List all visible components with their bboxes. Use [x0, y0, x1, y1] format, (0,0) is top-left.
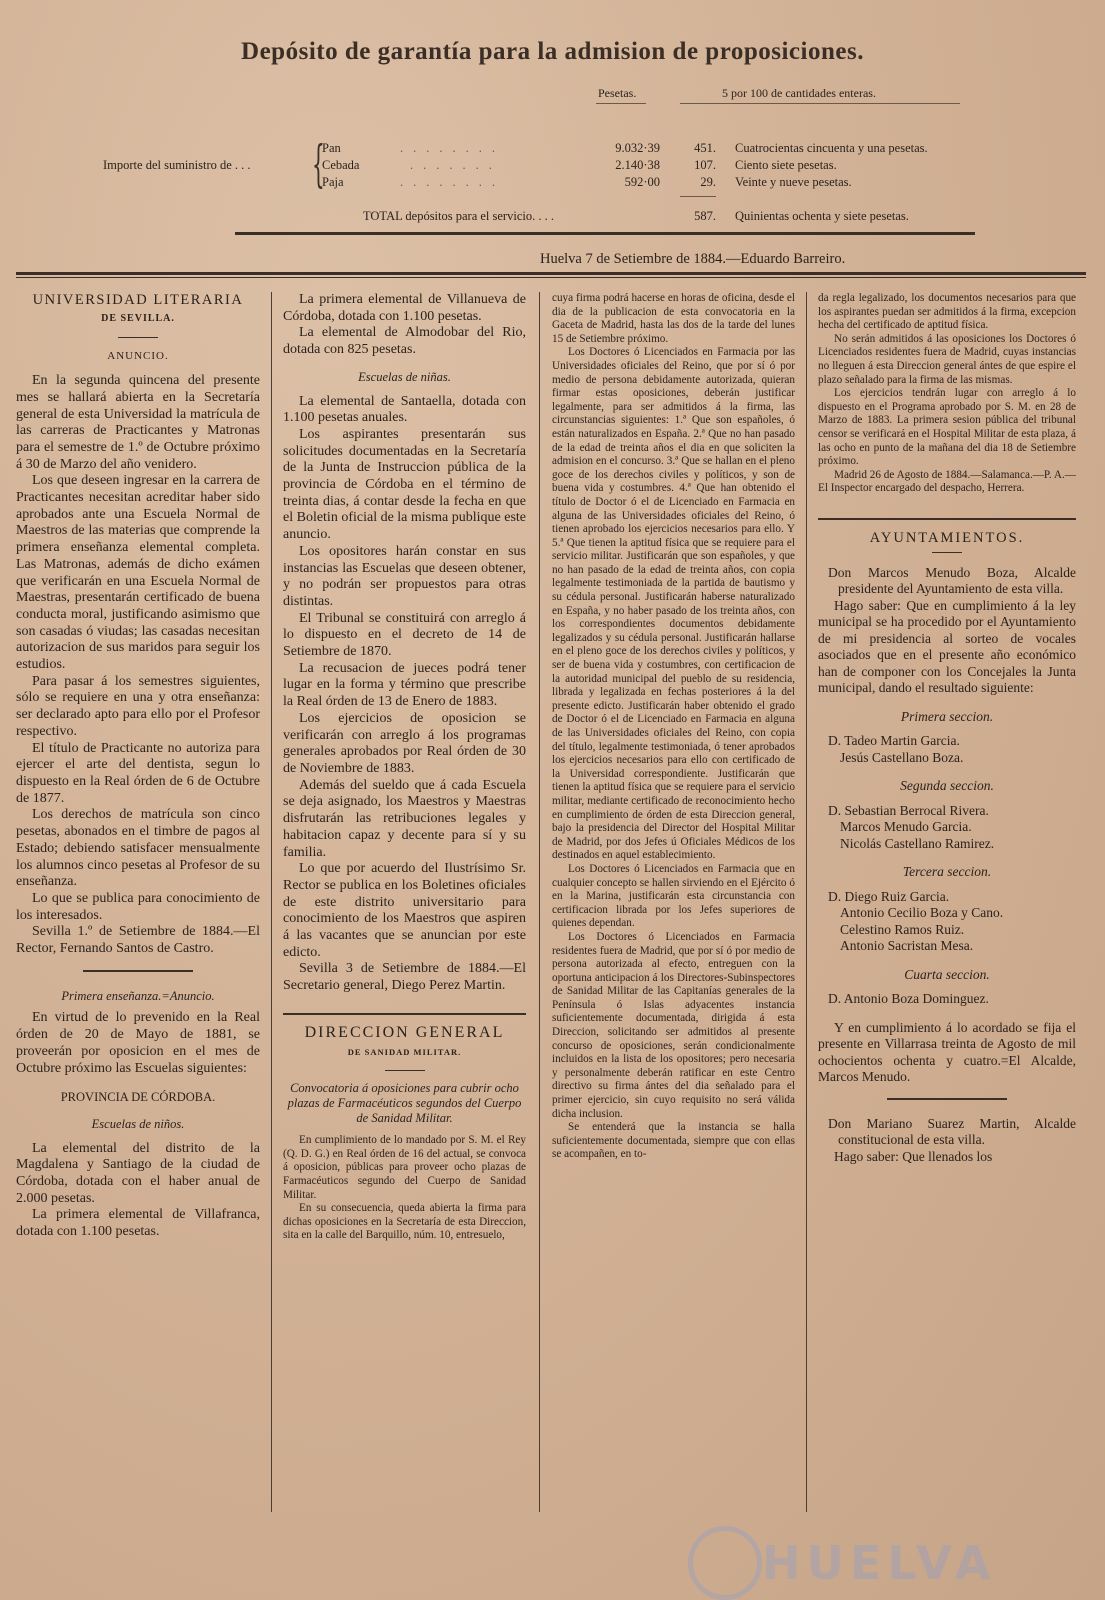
stamp-text: HUELVA	[762, 1536, 997, 1590]
paragraph: En la segunda quincena del presente mes se hallará abierta en la Secretaría general de esta Universidad la matrícula de las carreras de Practicantes y Matronas para el semestre de 1.º de Octubre próximo á 30 de Marzo del año venidero.	[16, 373, 260, 472]
divider	[118, 337, 158, 338]
row-dots: ........	[400, 175, 505, 189]
row-item-cebada: Cebada	[322, 158, 360, 172]
paragraph: Se entenderá que la instancia se halla suficientemente documentada, siempre que con ellas se acompañen, en to-	[552, 1121, 795, 1161]
pesetas-column-header: Pesetas.	[598, 86, 637, 100]
primera-heading: Primera enseñanza.=Anuncio.	[61, 988, 215, 1003]
edict-close: Y en cumplimiento á lo acordado se fija el presente en Villarrasa treinta de Agosto de mil ochocientos ochenta y cuatro.=El Alcalde, Marcos Menudo.	[818, 1019, 1076, 1084]
edict2-intro: Don Mariano Suarez Martin, Alcalde constitucional de esta villa.	[828, 1115, 1076, 1147]
paragraph: Los que deseen ingresar en la carrera de Practicantes necesitan acreditar haber sido aprobados ante una Escuela Normal de Maestros de las materias que comprende la primera enseñanza elemental completa. Las Matronas, además de dicho exámen que verificarán en una Escuela Normal de Maestras, presentarán certificado de buena conducta moral, justificando asimismo que son casadas ó viudas; las casadas necesitan autorizacion de sus maridos para seguir los estudios.	[16, 473, 260, 673]
total-rule	[680, 196, 716, 197]
paragraph: Los ejercicios tendrán lugar con arreglo á lo dispuesto en el Programa aprobado por S. M. en 28 de Marzo de 1883. La primera sesion pública del tribunal censor se verificará en el Hospital Militar de esta plaza, á las ocho en punto de la mañana del dia 18 de Setiembre próximo.	[818, 387, 1076, 468]
paragraph: cuya firma podrá hacerse en horas de oficina, desde el dia de la publicacion de esta convocatoria en la Gaceta de Madrid, hasta las dos de la tarde del lunes 15 de Setiembre próximo.	[552, 292, 795, 345]
deposit-title: Depósito de garantía para la admision de proposiciones.	[241, 38, 864, 65]
row-amount-pan: 9.032·39	[615, 141, 660, 155]
direccion-title: DIRECCION GENERAL	[304, 1023, 505, 1041]
archive-stamp	[680, 1530, 1000, 1590]
total-pct: 587.	[694, 209, 716, 223]
header-rule-1	[596, 103, 646, 104]
divider	[932, 552, 962, 553]
paragraph: La recusacion de jueces podrá tener lugar en la forma y término que prescribe la Real órden de 13 de Enero de 1883.	[283, 660, 526, 710]
section-rule	[818, 518, 1076, 520]
total-label: TOTAL depósitos para el servicio. . . .	[363, 209, 554, 223]
section-rule	[283, 1013, 526, 1015]
paragraph: La primera elemental de Villafranca, dotada con 1.100 pesetas.	[16, 1207, 260, 1240]
importe-label: Importe del suministro de . . .	[103, 158, 251, 172]
paragraph: No serán admitidos á las oposiciones los Doctores ó Licenciados residentes fuera de Madrid, cuyas instancias no lleguen á esta Direccion general ántes de que espire el plazo señalado para la firma de las mismas.	[818, 332, 1076, 386]
ornament-divider	[887, 1098, 1007, 1100]
column-1	[16, 292, 260, 1241]
edict-intro: Don Marcos Menudo Boza, Alcalde presidente del Ayuntamiento de esta villa.	[828, 564, 1076, 596]
paragraph: Sevilla 1.º de Setiembre de 1884.—El Rector, Fernando Santos de Castro.	[16, 924, 260, 957]
section-name: Nicolás Castellano Ramirez.	[840, 835, 995, 851]
university-title: UNIVERSIDAD LITERARIA	[32, 292, 244, 308]
row-words-paja: Veinte y nueve pesetas.	[735, 175, 852, 189]
row-item-pan: Pan	[322, 141, 341, 155]
section-name: Jesús Castellano Boza.	[840, 749, 964, 765]
page-separator-thin	[16, 277, 1086, 278]
divider	[385, 1070, 425, 1071]
five-percent-column-header: 5 por 100 de cantidades enteras.	[722, 86, 876, 100]
row-dots: .......	[410, 158, 502, 172]
paragraph: da regla legalizado, los documentos necesarios para que los aspirantes puedan ser admitidos á la firma, excepcion hecha del certificado de aptitud física.	[818, 292, 1076, 332]
header-signature: Huelva 7 de Setiembre de 1884.—Eduardo Barreiro.	[540, 251, 846, 267]
paragraph: En virtud de lo prevenido en la Real órden de 20 de Mayo de 1881, se proveerán por oposicion en el mes de Octubre próximo las Escuelas siguientes:	[16, 1010, 260, 1076]
paragraph: En su consecuencia, queda abierta la firma para dichas oposiciones en la Secretaría de esta Direccion, sita en la calle del Barquillo, núm. 10, entresuelo,	[283, 1202, 526, 1242]
paragraph: En cumplimiento de lo mandado por S. M. el Rey (Q. D. G.) en Real órden de 16 del actual, se convoca á oposicion, públicas para proveer ocho plazas de Farmacéuticos segundo del Cuerpo de Sanidad Militar.	[283, 1134, 526, 1201]
column-rule	[539, 292, 540, 1512]
paragraph: La elemental de Almodobar del Rio, dotada con 825 pesetas.	[283, 325, 526, 358]
section-name: Antonio Sacristan Mesa.	[840, 938, 974, 953]
convocatoria-heading: Convocatoria á oposiciones para cubrir ocho plazas de Farmacéuticos segundos del Cuerpo de Sanidad Militar.	[287, 1081, 522, 1126]
row-amount-paja: 592·00	[624, 175, 660, 189]
section-name: D. Diego Ruiz Garcia.	[828, 888, 950, 904]
header-separator	[235, 232, 975, 235]
row-amount-cebada: 2.140·38	[615, 158, 660, 172]
column-rule	[806, 292, 807, 1512]
paragraph: Los aspirantes presentarán sus solicitudes documentadas en la Secretaría de la Junta de Instruccion pública de la provincia de Córdoba en el término de treinta dias, á contar desde la fecha en que el Boletin oficial de la misma publique este anuncio.	[283, 426, 526, 543]
section-heading: Tercera seccion.	[902, 864, 992, 879]
paragraph: Sevilla 3 de Setiembre de 1884.—El Secretario general, Diego Perez Martin.	[283, 961, 526, 994]
paragraph: El título de Practicante no autoriza para ejercer el arte del dentista, segun lo dispuesto en la Real órden de 6 de Octubre de 1877.	[16, 740, 260, 806]
paragraph: Los opositores harán constar en sus instancias las Escuelas que deseen obtener, y no podrán ser propuestos para otras distintas.	[283, 543, 526, 609]
page-separator	[16, 272, 1086, 275]
section-name: Celestino Ramos Ruiz.	[840, 921, 965, 937]
paragraph: Hago saber: Que llenados los	[834, 1148, 993, 1164]
brace-symbol: {	[312, 135, 325, 193]
ornament-divider	[83, 970, 193, 972]
paragraph: Lo que por acuerdo del Ilustrísimo Sr. Rector se publica en los Boletines oficiales de este distrito universitario para conocimiento de los Maestros que aspiren á las vacantes que se anuncian por este edicto.	[283, 861, 526, 960]
escuelas-ninas-heading: Escuelas de niñas.	[358, 369, 451, 384]
column-4	[818, 292, 1076, 1165]
paragraph: Los derechos de matrícula son cinco pesetas, abonados en el timbre de pagos al Estado; debiendo satisfacer mensualmente los alumnos cinco pesetas al Profesor de su enseñanza.	[16, 807, 260, 890]
column-rule	[271, 292, 272, 1512]
row-words-pan: Cuatrocientas cincuenta y una pesetas.	[735, 141, 928, 155]
section-name: Marcos Menudo Garcia.	[840, 819, 972, 834]
direccion-subtitle: DE SANIDAD MILITAR.	[347, 1046, 462, 1057]
paragraph: Hago saber: Que en cumplimiento á la ley municipal se ha procedido por el Ayuntamiento de mi presidencia al sorteo de vocales asociados que en el presente año económico han de componer con los Concejales la Junta municipal, dando el resultado siguiente:	[818, 597, 1076, 695]
paragraph: El Tribunal se constituirá con arreglo á lo dispuesto en el decreto de 14 de Setiembre de 1870.	[283, 610, 526, 660]
paragraph: Los Doctores ó Licenciados en Farmacia residentes fuera de Madrid, que por sí ó por medio de persona autorizada al efecto, entreguen con la oportuna anticipacion á los Directores-Subinspectores de Sanidad Militar de las Capitanías generales de la Península ó Islas adyacentes instancia suficientemente documentada, dirigida á esta Direccion, solicitando ser admitidos al presente concurso de oposiciones, serán condicionalmente incluidos en la lista de los opositores; pero necesaria y personalmente deberán ratificar en este Centro directivo su firma ántes del dia señalado para el primer ejercicio, sin cuyo requisito no será válida dicha inclusion.	[552, 930, 795, 1120]
section-heading: Cuarta seccion.	[904, 966, 990, 982]
row-pct-cebada: 107.	[694, 158, 716, 172]
paragraph: Lo que se publica para conocimiento de los interesados.	[16, 890, 260, 923]
header-rule-2	[680, 103, 960, 104]
column-2	[283, 292, 526, 1243]
row-item-paja: Paja	[322, 175, 344, 189]
paragraph: La primera elemental de Villanueva de Córdoba, dotada con 1.100 pesetas.	[283, 292, 526, 324]
paragraph: La elemental del distrito de la Magdalena y Santiago de la ciudad de Córdoba, dotada con el haber anual de 2.000 pesetas.	[16, 1140, 260, 1206]
section-name: D. Tadeo Martin Garcia.	[828, 733, 960, 748]
paragraph: Madrid 26 de Agosto de 1884.—Salamanca.—P. A.—El Inspector encargado del despacho, Herrera.	[818, 468, 1076, 495]
section-name: D. Antonio Boza Dominguez.	[828, 991, 989, 1006]
paragraph: Los Doctores ó Licenciados en Farmacia por las Universidades oficiales del Reino, que por sí ó por medio de persona debidamente autorizada, quieran firmar estas oposiciones, deberán justificar legalmente, para ser admitidos á la firma, las circunstancias siguientes: 1.ª Que son españoles, ó están naturalizados en España. 2.ª Que no han pasado de la edad de treinta años el dia en que soliciten la admision en el concurso. 3.ª Que se hallan en el pleno goce de los derechos civiles y políticos, y son de buena vida y costumbres. 4.ª Que han obtenido el título de Doctor ó el de Licenciado en Farmacia en alguna de las Universidades oficiales del Reino, ó tienen aprobado los ejercicios necesarios para ello. Y 5.ª Que tienen la aptitud física que se requiere para el servicio militar. Justificarán que son españoles, y que no han pasado de la edad de treinta años, con copia legalmente testimoniada de la partida de bautismo y su cédula personal. Justificarán haberse naturalizado en España, y no haber pasado de los treinta años, con los correspondientes documentos debidamente legalizados y su cédula personal. Justificarán hallarse en el pleno goce de los derechos civiles y políticos, y ser de buena vida y costumbres, con certificacion de la autoridad municipal del pueblo de su residencia, librada y legalizada en fechas posteriores á la del presente edicto. Justificarán haber obtenido el grado de Doctor ó el de Licenciado en Farmacia en alguna de las Universidades oficiales del Reino, con copia del título, legalmente testimoniada, ó tener aprobados los ejercicios necesarios para ello con certificado de la Universidad correspondiente. Justificarán que tienen la aptitud física que se requiere para el servicio militar, mediante certificado de reconocimiento hecho en cumplimiento de órden de esta Direccion general, bajo la presidencia del Director del Hospital Militar de Madrid, por dos Jefes ú Oficiales Médicos de los destinados en aquel establecimiento.	[552, 346, 795, 862]
paragraph: Los Doctores ó Licenciados en Farmacia que en cualquier concepto se hallen sirviendo en el Ejército ó en la Marina, justificarán esta circunstancia con certificacion librada por los Jefes superiores de quienes dependan.	[552, 862, 795, 930]
total-words: Quinientas ochenta y siete pesetas.	[735, 209, 909, 223]
ayuntamientos-heading: AYUNTAMIENTOS.	[869, 529, 1025, 546]
paragraph: Para pasar á los semestres siguientes, sólo se requiere en una y otra enseñanza: ser declarado apto para ello por el Profesor respectivo.	[16, 673, 260, 739]
row-pct-paja: 29.	[700, 175, 716, 189]
section-name: D. Sebastian Berrocal Rivera.	[828, 802, 989, 818]
paragraph: La elemental de Santaella, dotada con 1.100 pesetas anuales.	[283, 393, 526, 426]
paragraph: Los ejercicios de oposicion se verificarán con arreglo á los programas generales aprobados por Real órden de 30 de Noviembre de 1883.	[283, 710, 526, 776]
university-subtitle: DE SEVILLA.	[101, 312, 175, 324]
escuelas-ninos-heading: Escuelas de niños.	[91, 1116, 185, 1131]
section-heading: Segunda seccion.	[900, 778, 994, 793]
anuncio-heading: ANUNCIO.	[107, 350, 169, 363]
paragraph: Además del sueldo que á cada Escuela se deja asignado, los Maestros y Maestras disfrutarán las retribuciones legales y habitacion capaz y decente para sí y su familia.	[283, 777, 526, 860]
provincia-heading: PROVINCIA DE CÓRDOBA.	[60, 1090, 216, 1105]
section-heading: Primera seccion.	[900, 708, 994, 724]
section-name: Antonio Cecilio Boza y Cano.	[840, 905, 1004, 920]
row-words-cebada: Ciento siete pesetas.	[735, 158, 837, 172]
row-dots: ........	[400, 141, 505, 155]
column-3	[552, 292, 795, 1162]
row-pct-pan: 451.	[694, 141, 716, 155]
